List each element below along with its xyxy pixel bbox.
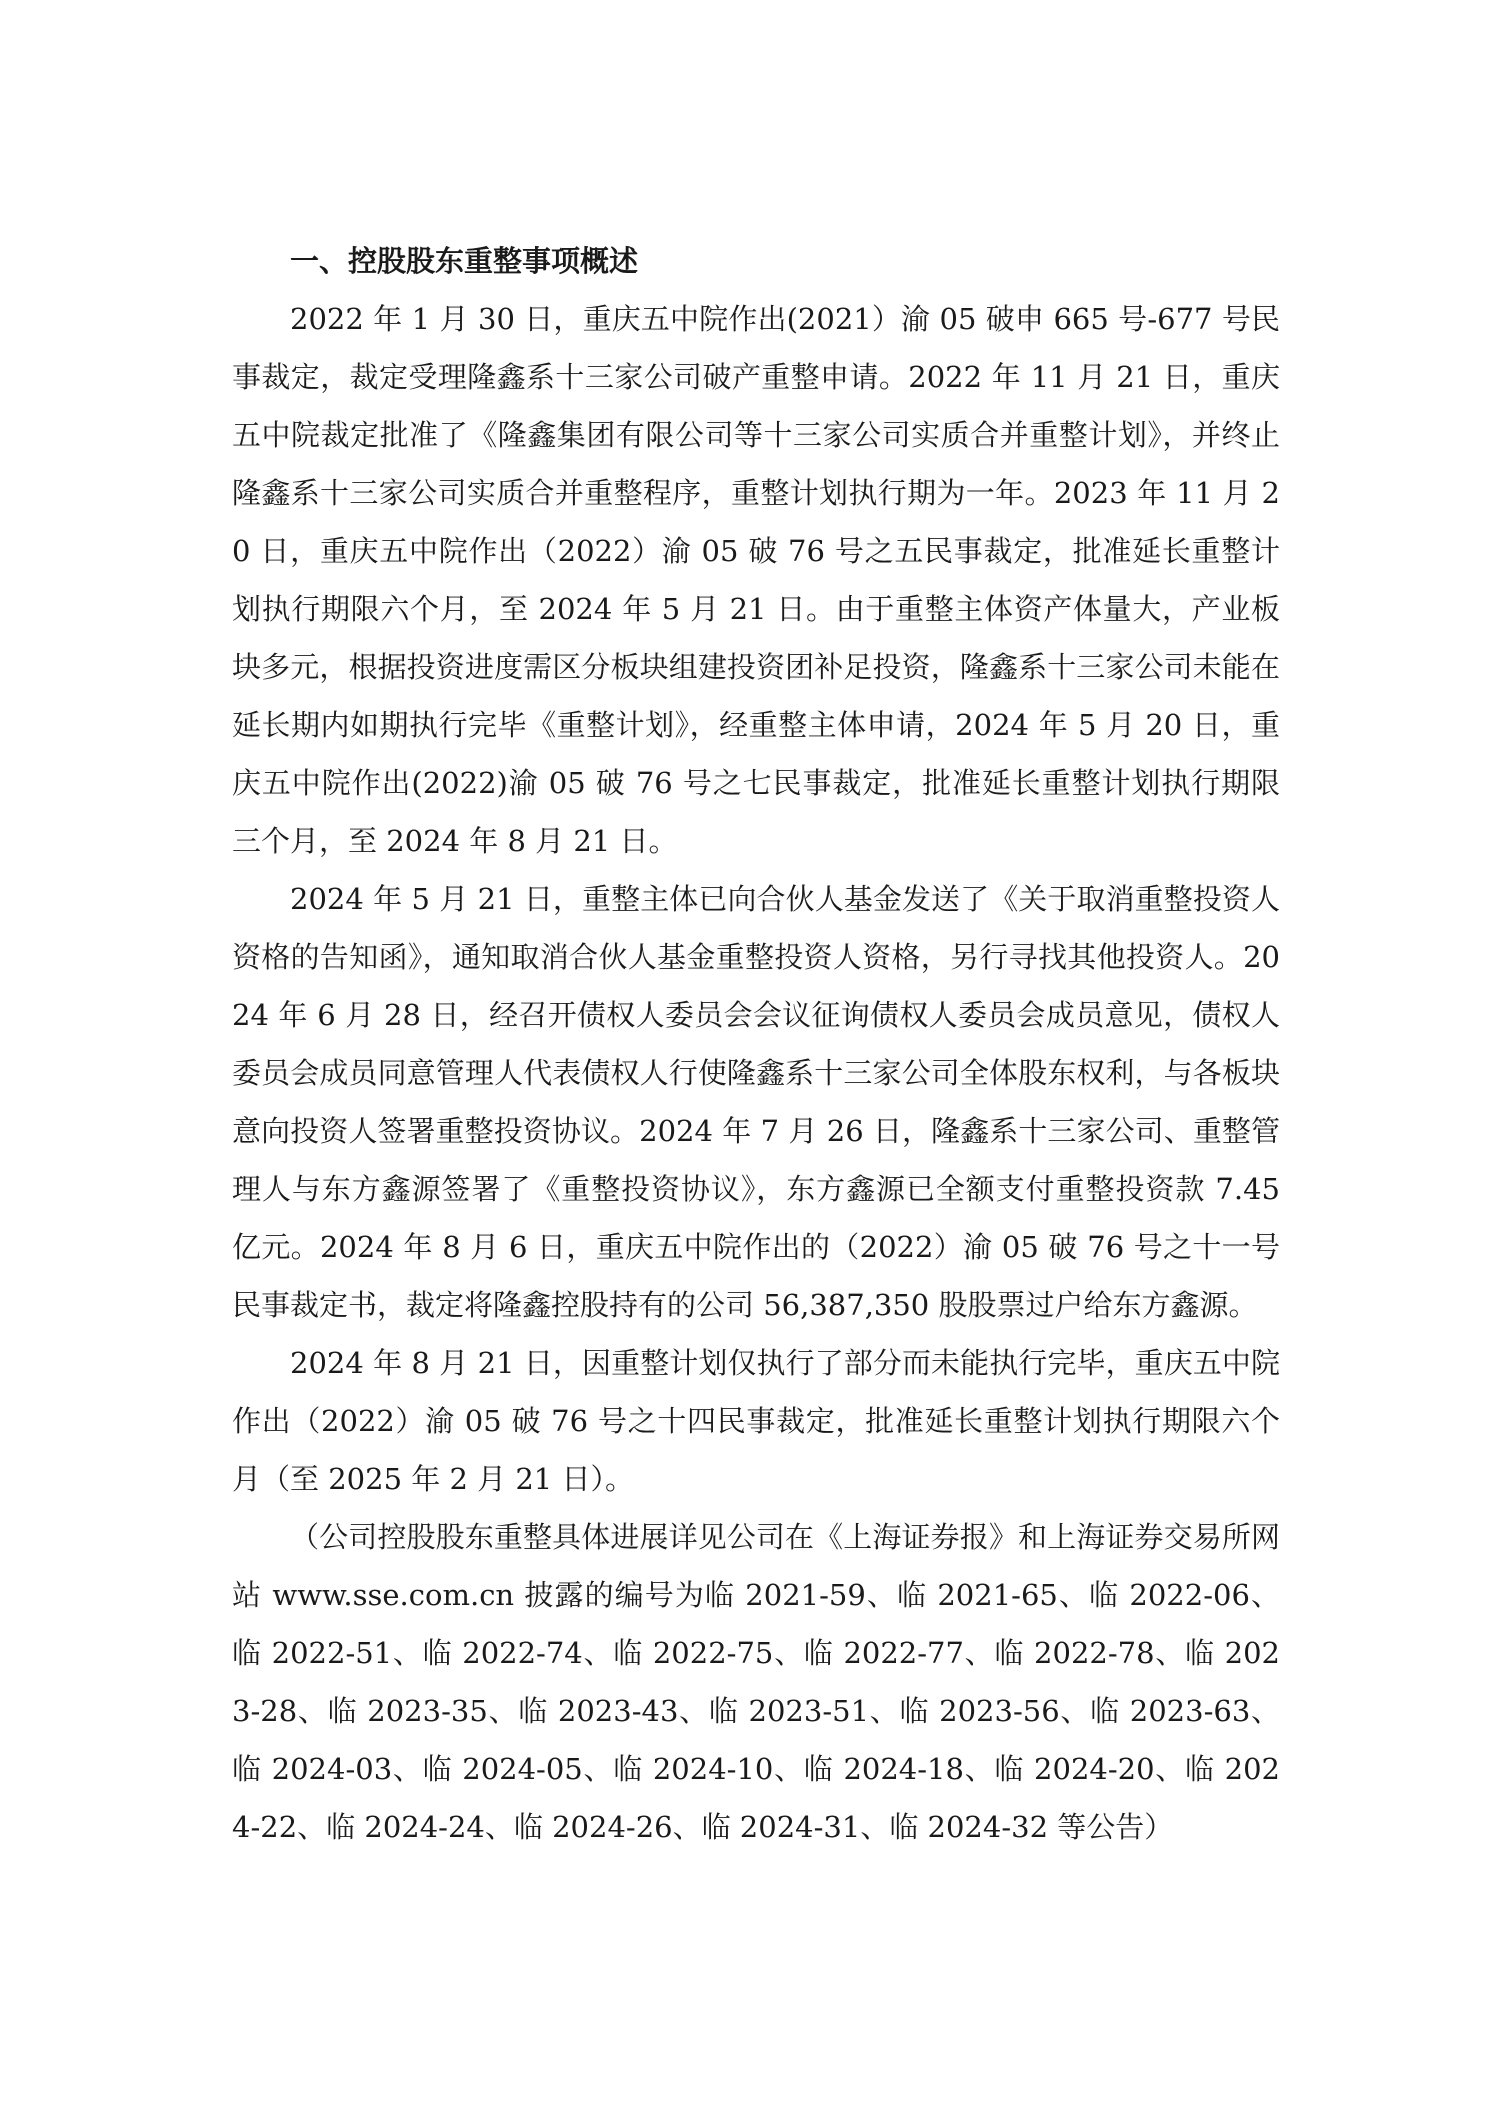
- paragraph-extension: 2024 年 8 月 21 日，因重整计划仅执行了部分而未能执行完毕，重庆五中院作出（2022）渝 05 破 76 号之十四民事裁定，批准延长重整计划执行期限六个月（至 2025 年 2 月 21 日）。: [232, 1346, 1280, 1496]
- paragraph-announcement-references: （公司控股股东重整具体进展详见公司在《上海证券报》和上海证券交易所网站 www.sse.com.cn 披露的编号为临 2021-59、临 2021-65、临 2022-06、临 2022-51、临 2022-74、临 2022-75、临 2022-77、临 2022-78、临 2023-28、临 2023-35、临 2023-43、临 2023-51、临 2023-56、临 2023-63、临 2024-03、临 2024-05、临 2024-10、临 2024-18、临 2024-20、临 2024-22、临 2024-24、临 2024-26、临 2024-31、临 2024-32 等公告）: [232, 1520, 1280, 1844]
- section-heading: 一、控股股东重整事项概述: [290, 244, 639, 278]
- paragraph-investor-agreement: 2024 年 5 月 21 日，重整主体已向合伙人基金发送了《关于取消重整投资人资格的告知函》，通知取消合伙人基金重整投资人资格，另行寻找其他投资人。2024 年 6 月 28 日，经召开债权人委员会会议征询债权人委员会成员意见，债权人委员会成员同意管理人代表债权人行使隆鑫系十三家公司全体股东权利，与各板块意向投资人签署重整投资协议。2024 年 7 月 26 日，隆鑫系十三家公司、重整管理人与东方鑫源签署了《重整投资协议》，东方鑫源已全额支付重整投资款 7.45 亿元。2024 年 8 月 6 日，重庆五中院作出的（2022）渝 05 破 76 号之十一号民事裁定书，裁定将隆鑫控股持有的公司 56,387,350 股股票过户给东方鑫源。: [232, 882, 1280, 1322]
- paragraph-restructuring-timeline: 2022 年 1 月 30 日，重庆五中院作出(2021）渝 05 破申 665 号-677 号民事裁定，裁定受理隆鑫系十三家公司破产重整申请。2022 年 11 月 21 日，重庆五中院裁定批准了《隆鑫集团有限公司等十三家公司实质合并重整计划》，并终止隆鑫系十三家公司实质合并重整程序，重整计划执行期为一年。2023 年 11 月 20 日，重庆五中院作出（2022）渝 05 破 76 号之五民事裁定，批准延长重整计划执行期限六个月，至 2024 年 5 月 21 日。由于重整主体资产体量大，产业板块多元，根据投资进度需区分板块组建投资团补足投资，隆鑫系十三家公司未能在延长期内如期执行完毕《重整计划》，经重整主体申请，2024 年 5 月 20 日，重庆五中院作出(2022)渝 05 破 76 号之七民事裁定，批准延长重整计划执行期限三个月，至 2024 年 8 月 21 日。: [232, 302, 1280, 858]
- document-body: [232, 232, 1280, 1856]
